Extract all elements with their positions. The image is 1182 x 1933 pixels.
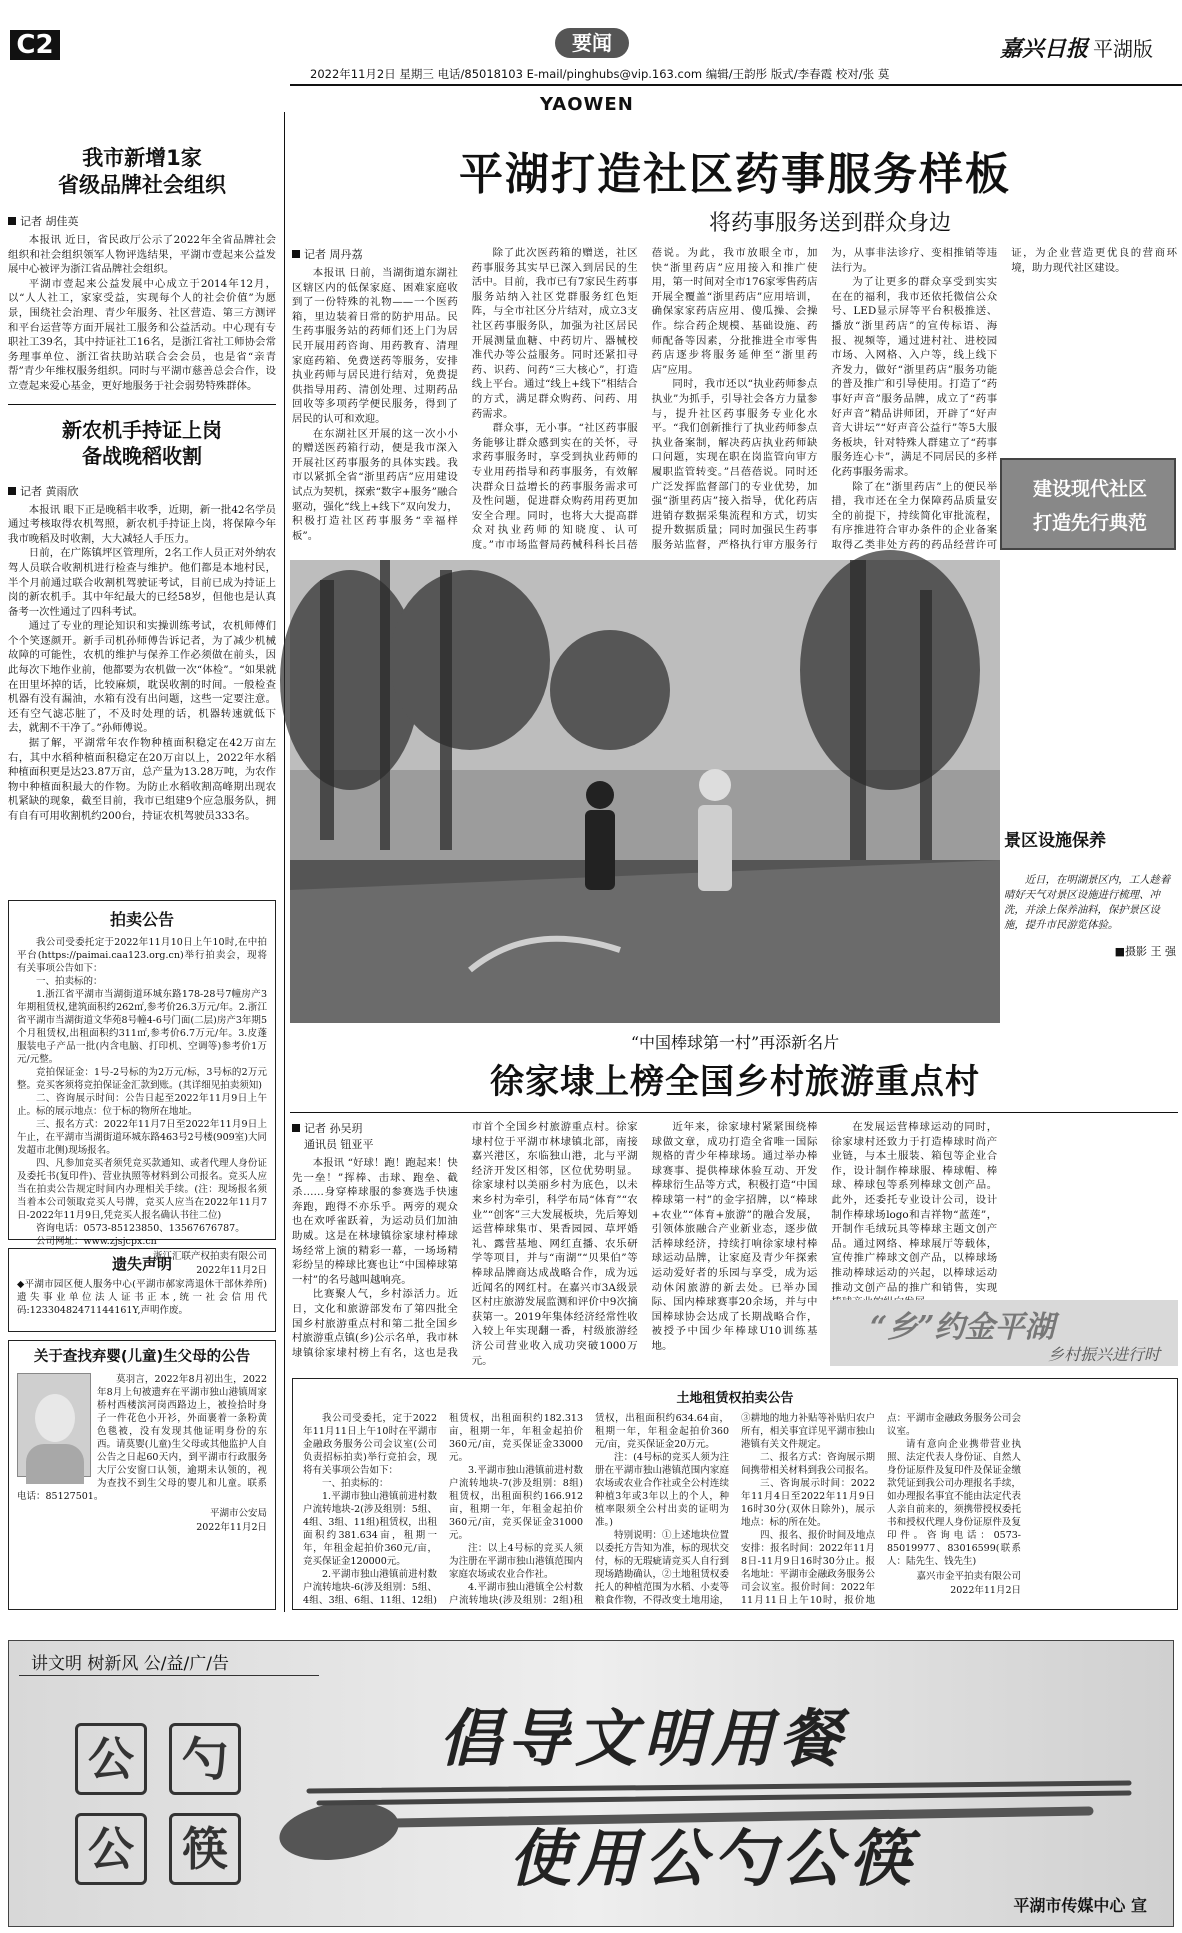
byline: 记者 周丹荔 xyxy=(292,246,458,262)
paragraph: 我公司受委托定于2022年11月10日上午10时,在中拍平台(https://paimai.caa123.org.cn)举行拍卖会，现将有关事项公告如下： xyxy=(17,937,267,974)
badge-line: 建设现代社区 xyxy=(1032,478,1147,500)
ad-slogan-1: 倡导文明用餐 xyxy=(439,1702,848,1775)
paragraph: 一、拍卖标的： xyxy=(36,976,103,987)
section-pinyin: YAOWEN xyxy=(540,94,634,115)
paragraph: 1.平湖市独山港镇前进村数户流转地块-2(涉及组别：5组、4组、3组、11组)租赁权，出租面积约381.634亩，租期一年，年租金起拍价360元/亩，竞买保证金120000元。 xyxy=(303,1491,437,1567)
paragraph: 四、凡参加竞买者须凭竞买款通知、或者代理人身份证及委托书(复印件)、营业执照等材料到公司报名。竞买人应当在拍卖公告规定时间内办理相关手续。(注：现场报名须当着本公司领取竞买人号牌，竞买人应当在2022年11月7日-2022年11月9日,凭竞买人报名确认书往二位) xyxy=(17,1158,267,1221)
public-service-ad xyxy=(8,1640,1174,1927)
main-subhead: 将药事服务送到群众身边 xyxy=(708,211,951,236)
paragraph: 平湖市壹起来公益发展中心成立于2014年12月，以“人人社工，家家受益，实现每个人的社会价值”为愿景，围绕社会治理、青少年服务、社区营造、第三方测评和平台运营等方面开展社工服务和公益活动。中心现有专职社工39名，其中持证社工16名，是浙江省社工师协会常务理事单位、浙江省扶助站联合会会员，也是省“亲青帮”青少年维权服务组织。同时与平湖市慈善总会合作，设立壹起来爱心基金，更好地服务于社会弱势特殊群体。 xyxy=(8,277,276,392)
paragraph: 比赛聚人气，乡村添活力。近日，文化和旅游部发布了第四批全国乡村旅游重点村和第二批全国乡村旅游重点镇(乡)公示名单，我市林埭镇徐家埭村榜上有名，这也是我市首个全国乡村旅游重点村。徐家埭村位于平湖市林埭镇北部，南接嘉兴港区，东临独山港，北与平湖经济开发区相邻，区位优势明显。徐家埭村以美丽乡村为底色，以未来乡村为牵引，科学布局“体育”“农业”“创客”三大发展板块，先后筹划运营棒球集市、果香园园、草坪婚礼、露营基地、网红直播、农乐研学等项目，并与“南湖”“贝果伯”等棒球品牌商达成战略合作，成为远近闻名的网红村。在嘉兴市3A级景区村庄旅游发展监测和评价中9次摘获第一。2019年集体经济经常性收入较上年实现翻一番，村级旅游经济公司营业收入成功突破1000万元。 xyxy=(292,1121,638,1367)
masthead-rule xyxy=(290,84,1182,86)
lost-statement xyxy=(8,1248,276,1332)
paragraph: 本报讯 日前，当湖街道东湖社区辖区内的低保家庭、困难家庭收到了一份特殊的礼物——一个医药箱，里边装着日常的防护用品。民生药事服务站的药师们还上门为居民开展用药咨询、用药教育、清理家庭药箱、免费送药等服务，安排执业药师与居民进行结对，免费提供指导用药、清创处理、过期药品回收等多项药学便民服务，得到了居民的认可和欢迎。 xyxy=(292,267,458,425)
seal-gong-2: 公 xyxy=(75,1813,147,1885)
paragraph: 4.平湖市独山港镇全公村数户流转地块(涉及组别：2组)租赁权，出租面积约634.64亩，租期一年，年租金起拍价360元/亩，竞买保证金20万元。 xyxy=(449,1413,729,1606)
notice-title: 拍卖公告 xyxy=(109,910,174,929)
article-title: 省级品牌社会组织 xyxy=(58,173,226,197)
paragraph: 1.浙江省平湖市当湖街道环城东路178-28号7幢房产3年期租赁权,建筑面积约262㎡,参考价26.3万元/年。2.浙江省平湖市当湖街道文华苑8号幢4-6号门面(二层)房产3年期5个月租赁权,出租面积约311㎡,参考价6.7万元/年。3.皮蓬服装电子产品一批(内含电脑、打印机、空调等)参考价1万元/元整。 xyxy=(17,989,267,1065)
paragraph: 同时，我市还以“执业药师参点执业”为抓手，引导社会各方力量参与，提升社区药事服务专业化水平。“我们创新推行了执业药师参点执业备案制，解决药店执业药师缺口问题，实现在职在岗监管向审方履职监管转变。”吕蓓蓓说。同时还广泛发挥监督部门的专业优势，加强“浙里药店”接入指导，优化药店进销存数据采集流程和方式，切实提升数据质量；同时加强民生药事服务站监督，严格执行审方服务行为，从事非法诊疗、变相推销等违法行为。 xyxy=(651,247,998,551)
column-divider xyxy=(284,112,285,1612)
paper-name: 嘉兴日报 xyxy=(1000,36,1089,62)
caption-text: 近日，在明湖景区内，工人趁着晴好天气对景区设施进行梳理、冲洗，并涂上保养油料，保护景区设施，提升市民游览体验。 xyxy=(1004,874,1171,931)
missing-parents-notice xyxy=(8,1340,276,1610)
seal-kuai: 筷 xyxy=(169,1813,241,1885)
community-badge xyxy=(1000,458,1176,550)
article-farm-machine xyxy=(8,417,276,824)
paragraph: 为了让更多的群众享受到实实在在的福利，我市还依托微信公众号、LED显示屏等平台积极推送、播放“浙里药店”的宣传标语、海报、视频等，通过进村社、进校园市场、入网格、入户等，线上线下齐发力，做好“浙里药店”服务功能的普及推广和引导使用。打造了“药事好声音”服务品牌，成立了“药事好声音”精品讲师团，开辟了“好声音大讲坛”“好声音公益行”等5大服务板块，针对特殊人群建立了“药事服务连心卡”，满足不同居民的多样化药事服务需求。 xyxy=(831,276,998,478)
left-column xyxy=(8,145,276,824)
badge-sub: 乡村振兴进行时 xyxy=(1047,1345,1160,1364)
paragraph: 除了在“浙里药店”上的便民举措，我市还在全力保障药品质量安全的前提下，持续简化审批流程，有序推进符合审办条件的企业备案取得乙类非处方药的药品经营许可证，为企业营造更优良的营商环境，助力现代社区建设。 xyxy=(831,247,1177,551)
paragraph: 三、报名方式：2022年11月7日至2022年11月9日上午止，在平湖市当湖街道环城东路463号2号楼(909室)大同发超市北侧)现场报名。 xyxy=(17,1119,267,1156)
paragraph: 二、报名方式：咨询展示期间携带相关材料到我公司报名。 xyxy=(741,1452,875,1476)
notice-company: 浙江汇联产权拍卖有限公司 xyxy=(152,1251,267,1262)
divider xyxy=(8,404,276,405)
notice-date: 2022年11月2日 xyxy=(196,1265,267,1276)
notice-org: 平湖市公安局 xyxy=(209,1508,267,1519)
seal-shao: 勺 xyxy=(169,1723,241,1795)
paragraph: 3.平湖市独山港镇前进村数户流转地块-7(涉及组别：8组)租赁权，出租面积约166.912亩，租期一年，年租金起拍价360元/亩，竞买保证金31000元。 xyxy=(449,1465,583,1541)
paragraph: 通过了专业的理论知识和实操训练考试，农机师傅们个个笑逐颜开。新手司机孙师傅告诉记者，为了减少机械故障的可能性，农机的维护与保养工作必须做在前头，因此每次下地作业前，他都要为农机做一次“体检”。“如果就在田里坏掉的话，比较麻烦，耽误收割的时间。一般检查机器有没有漏油，水箱有没有出问题，这些一定要注意。还有空气滤芯脏了，不及时处理的话，机器转速就低下去，就割不干净了。”孙师傅说。 xyxy=(8,620,276,735)
photo-credit: ■摄影 王 强 xyxy=(1114,945,1176,958)
byline-mark xyxy=(292,1124,300,1132)
paragraph: 日前，在广陈镇坪区管理所，2名工作人员正对外纳农驾人员联合收割机进行检查与维护。他们都是本地村民，半个月前通过联合收割机驾驶证考试，目前已成为持证上岗的新农机手。其中年纪最大的已经58岁，但他也是认真备考一次性通过了四科考试。 xyxy=(8,547,276,618)
ad-slogan-2: 使用公勺公筷 xyxy=(509,1822,918,1895)
paragraph: 本报讯 眼下正是晚稻丰收季，近期，新一批42名学员通过考核取得农机驾照，新农机手持证上岗，将保障今年我市晚稻及时收割，大大减轻人手压力。 xyxy=(8,503,276,545)
paragraph: 二、咨询展示时间：公告日起至2022年11月9日上午止。标的展示地点：位于标的物所在地址。 xyxy=(17,1093,267,1117)
baby-body-shape xyxy=(26,1444,84,1484)
seal-gong-1: 公 xyxy=(75,1723,147,1795)
land-notice-body xyxy=(303,1412,1167,1608)
caption-title: 景区设施保养 xyxy=(1004,831,1106,851)
divider xyxy=(290,1112,1178,1113)
article-title: 备战晚稻收割 xyxy=(82,443,202,468)
paragraph: 注：以上4号标的竞买人须为注册在平湖市独山港镇范围内家庭农场或农业合作社。 xyxy=(449,1543,583,1580)
baby-photo xyxy=(17,1373,91,1477)
paragraph: 除了此次医药箱的赠送，社区药事服务其实早已深入到居民的生活中。目前，我市已有7家民生药事服务站纳入社区党群服务红色矩阵，与全市社区分片结对，成立3支社区药事服务队，加强为社区居民开展测量血糖、中药切片、器械校准代办等公益服务。同时还紧扣寻药、识药、问药“三大核心”，打造线上平台。通过“线上+线下”相结合的方式，满足群众购药、问药、用药需求。 xyxy=(471,247,638,420)
rural-revival-badge xyxy=(830,1300,1178,1366)
page-code: C2 xyxy=(10,30,60,60)
byline: 记者 胡佳英 xyxy=(8,213,276,229)
paragraph: 2.平湖市独山港镇前进村数户流转地块-6(涉及组别：5组、4组、3组、6组、11组、12组)租赁权，出租面积约182.313亩，租期一年，年租金起拍价360元/亩，竞买保证金33000元。 xyxy=(303,1413,583,1606)
photo-caption xyxy=(1004,826,1176,959)
paragraph: 近年来，徐家埭村紧紧围绕棒球做文章，成功打造全省唯一国际规格的青少年棒球场。通过举办棒球赛事、提供棒球体验互动、开发棒球衍生品等方式，积极打造“中国棒球第一村”的金字招牌，以“棒球+农业”“体育+旅游”的融合发展，引领体旅融合产业新业态，逐步做活棒球经济，持续打响徐家埭村棒球运动品牌，让家庭及青少年探索运动爱好者的乐园与享受，成为运动休闲旅游的新去处。已举办国际、国内棒球赛事20余场，并与中国棒球协会达成了长期战略合作，被授予中国少年棒球U10训练基地。 xyxy=(651,1121,818,1352)
paragraph: 本报讯 “好球！跑！跑起来！快先一垒！”挥棒、击球、跑垒、截杀……身穿棒球服的参赛选手快速奔跑，跑得不亦乐乎。两旁的观众也在欢呼雀跃着，为运动员们加油助威。这是在林埭镇徐家埭村棒球场经常上演的精彩一幕，一场场精彩纷呈的棒球比赛也让“中国棒球第一村”的名号越叫越响亮。 xyxy=(292,1157,458,1286)
baby-face-shape xyxy=(35,1394,75,1442)
paragraph: 本报讯 近日，省民政厅公示了2022年全省品牌社会组织和社会组织领军人物评选结果，平湖市壹起来公益发展中心被评为浙江省品牌社会组织。 xyxy=(8,234,276,276)
paragraph: 请有意向企业携带营业执照、法定代表人身份证、自然人身份证原件及复印件及保证金缴款凭证到我公司办理报名手续，如办理报名事宜不能由法定代表人亲自前来的，须携带授权委托书和授权代理人身份证原件及复印件。咨询电话：0573-85019977、83016599(联系人：陆先生、钱先生) xyxy=(887,1439,1021,1567)
notice-title: 土地租赁权拍卖公告 xyxy=(676,1391,794,1406)
byline-mark xyxy=(8,487,16,495)
badge-line: 打造先行典范 xyxy=(1032,512,1147,534)
paragraph: 竞拍保证金：1号-2号标的为2万元/标，3号标的2万元整。竞买客须将竞拍保证金汇款到账。(其详细见拍卖须知) xyxy=(17,1067,267,1091)
ad-sponsor: 平湖市传媒中心 宣 xyxy=(1013,1896,1147,1915)
paragraph: 在东湖社区开展的这一次小小的赠送医药箱行动，便是我市深入开展社区药事服务的具体实践。我市以紧抓全省“浙里药店”应用建设试点为契机，探索“数字+服务”融合驱动，强化“线上+线下”双向发力，积极打造社区药事服务“幸福样板”。 xyxy=(292,427,458,542)
paragraph: 三、咨询展示时间：2022年11月4日至2022年11月9日16时30分(双休日除外)，展示地点：标的所在处。 xyxy=(741,1478,875,1528)
ad-label: 讲文明 树新风 公/益/广/告 xyxy=(31,1654,229,1674)
byline: 记者 孙吴玥 xyxy=(292,1120,458,1136)
main-headline: 平湖打造社区药事服务样板 xyxy=(459,149,1011,200)
paragraph: 据了解，平湖常年农作物种植面积稳定在42万亩左右，其中水稻种植面积稳定在20万亩以上，2022年水稻种植面积更是达23.87万亩，总产量为13.28万吨，为农作物中种植面积最大的作物。为防止水稻收割高峰期出现农机紧缺的现象，截至目前，我市已组建9个应急服务队，拥有自有可用收割机约200台，持证农机驾驶员333名。 xyxy=(8,737,276,822)
photo-illustration xyxy=(290,560,1000,1023)
notice-date: 2022年11月2日 xyxy=(950,1585,1021,1596)
story2-kicker: “中国棒球第一村”再添新名片 xyxy=(630,1033,840,1052)
scenic-area-photo xyxy=(290,560,1000,1023)
byline-mark xyxy=(8,217,16,225)
byline: 记者 黄雨欣 xyxy=(8,483,276,499)
article-brand-org xyxy=(8,145,276,394)
article-title: 新农机手持证上岗 xyxy=(62,417,222,442)
land-auction-notice xyxy=(292,1378,1178,1610)
badge-text: “乡”约金平湖 xyxy=(870,1310,1055,1345)
byline-mark xyxy=(292,250,300,258)
paragraph: 咨询电话：0573-85123850、13567676787。 xyxy=(36,1223,245,1234)
paragraph: 公司网址：www.zjsjcpx.cn xyxy=(36,1236,157,1247)
byline: 通讯员 钮亚平 xyxy=(304,1138,374,1151)
notice-company: 嘉兴市金平拍卖有限公司 xyxy=(916,1571,1021,1582)
notice-title: 遗失声明 xyxy=(111,1255,172,1273)
paragraph: 在发展运营棒球运动的同时，徐家埭村还致力于打造棒球时尚产业链，与本土服装、箱包等企业合作，设计制作棒球服、棒球帽、棒球、棒球包等系列棒球文创产品。此外，还委托专业设计公司，设计制作棒球场logo和吉祥物“蓝莲”，开制作毛绒玩具等棒球主题文创产品。通过网络、棒球展厅等载体，宣传推广棒球文创产品，以棒球场推动棒球运动的兴起，以棒球运动推动文创产品的推广和销售，实现 xyxy=(831,1121,998,1294)
paragraph: 莫羽言，2022年8月初出生，2022年8月上旬被遗弃在平湖市独山港镇周家桥村西楼滨河岗西路边上，被捡拾时身子一件花色小开衫，外面裹着一条粉黄色毯被，没有发现其他证明身份的东西。请莫婴(儿童)生父母或其他监护人自公告之日起60天内，到平湖市行政服务大厅公安窗口认领，逾期未认领的，视为查找不到生父母的婴儿和儿童。联系电话：85127501。 xyxy=(17,1374,267,1502)
date-line: 2022年11月2日 星期三 电话/85018103 E-mail/pinghubs@vip.163.com 编辑/王韵彤 版式/李春霞 校对/张 莫 xyxy=(310,67,890,81)
section-badge xyxy=(555,28,629,58)
paragraph: 特别说明：①上述地块位置以委托方告知为准，标的现状交付，标的无瑕疵请竞买人自行到现场踏勘确认，②土地租赁权委托人的种植范围为水稻、小麦等粮食作物，不得改变土地用途，③耕地的地力补贴等补贴归农户所有，相关事宜详见平湖市独山港镇有关文件规定。 xyxy=(595,1413,875,1606)
paragraph: ◆平湖市园区便人服务中心(平湖市郝家湾退休干部休养所)遗失事业单位法人证书正本,统一社会信用代码:12330482471144161Y,声明作废。 xyxy=(17,1279,267,1316)
section-title: 要闻 xyxy=(572,31,612,55)
notice-date: 2022年11月2日 xyxy=(196,1522,267,1533)
edition: 平湖版 xyxy=(1093,37,1153,61)
paragraph: 一、拍卖标的： xyxy=(322,1478,389,1489)
notice-title: 关于查找弃婴(儿童)生父母的公告 xyxy=(33,1349,251,1365)
paragraph: 群众事，无小事。“社区药事服务能够让群众感到实在的关怀，寻求药事服务时，享受到执业药师的专业用药指导和药事服务，有效解决群众日益增长的药事服务需求可及性问题，促进群众购药用药更加安全合理。同时，也将大大提高群众对执业药师的知晓度、认可度。”市市场监督局药械科科长吕蓓蓓说。为此，我市放眼全市，加快“浙里药店”应用接入和推广使用，第一时间对全市176家零售药店开展全覆盖“浙里药店”应用培训，确保家家药店应用、傻瓜操、会操作。综合药企规模、基础设施、药师配备等因素，分批推进全市零售药店逐步将服务延伸至“浙里药店”应用。 xyxy=(471,247,818,551)
paragraph: 我公司受委托，定于2022年11月11日上午10时在平湖市金融政务服务公司会议室(公司负责招标拍卖)举行竞拍会，现将有关事项公告如下： xyxy=(303,1413,437,1476)
story2-headline: 徐家埭上榜全国乡村旅游重点村 xyxy=(490,1062,980,1102)
paragraph: 注：(4号标的竞买人须为注册在平湖市独山港镇范围内家庭农场或农业合作社或全公村连续种植3年或3年以上的个人，种植率限须全公村出卖的证明为准。) xyxy=(595,1452,729,1528)
article-title: 我市新增1家 xyxy=(82,146,202,170)
paragraph: 四、报名、报价时间及地点安排：报名时间：2022年11月8日-11月9日16时30分止。报名地址：平湖市金融政务服务公司会议室。报价时间：2022年11月11日上午10时，报价地点：平湖市金融政务服务公司会议室。 xyxy=(741,1413,1021,1606)
masthead xyxy=(0,0,1182,115)
